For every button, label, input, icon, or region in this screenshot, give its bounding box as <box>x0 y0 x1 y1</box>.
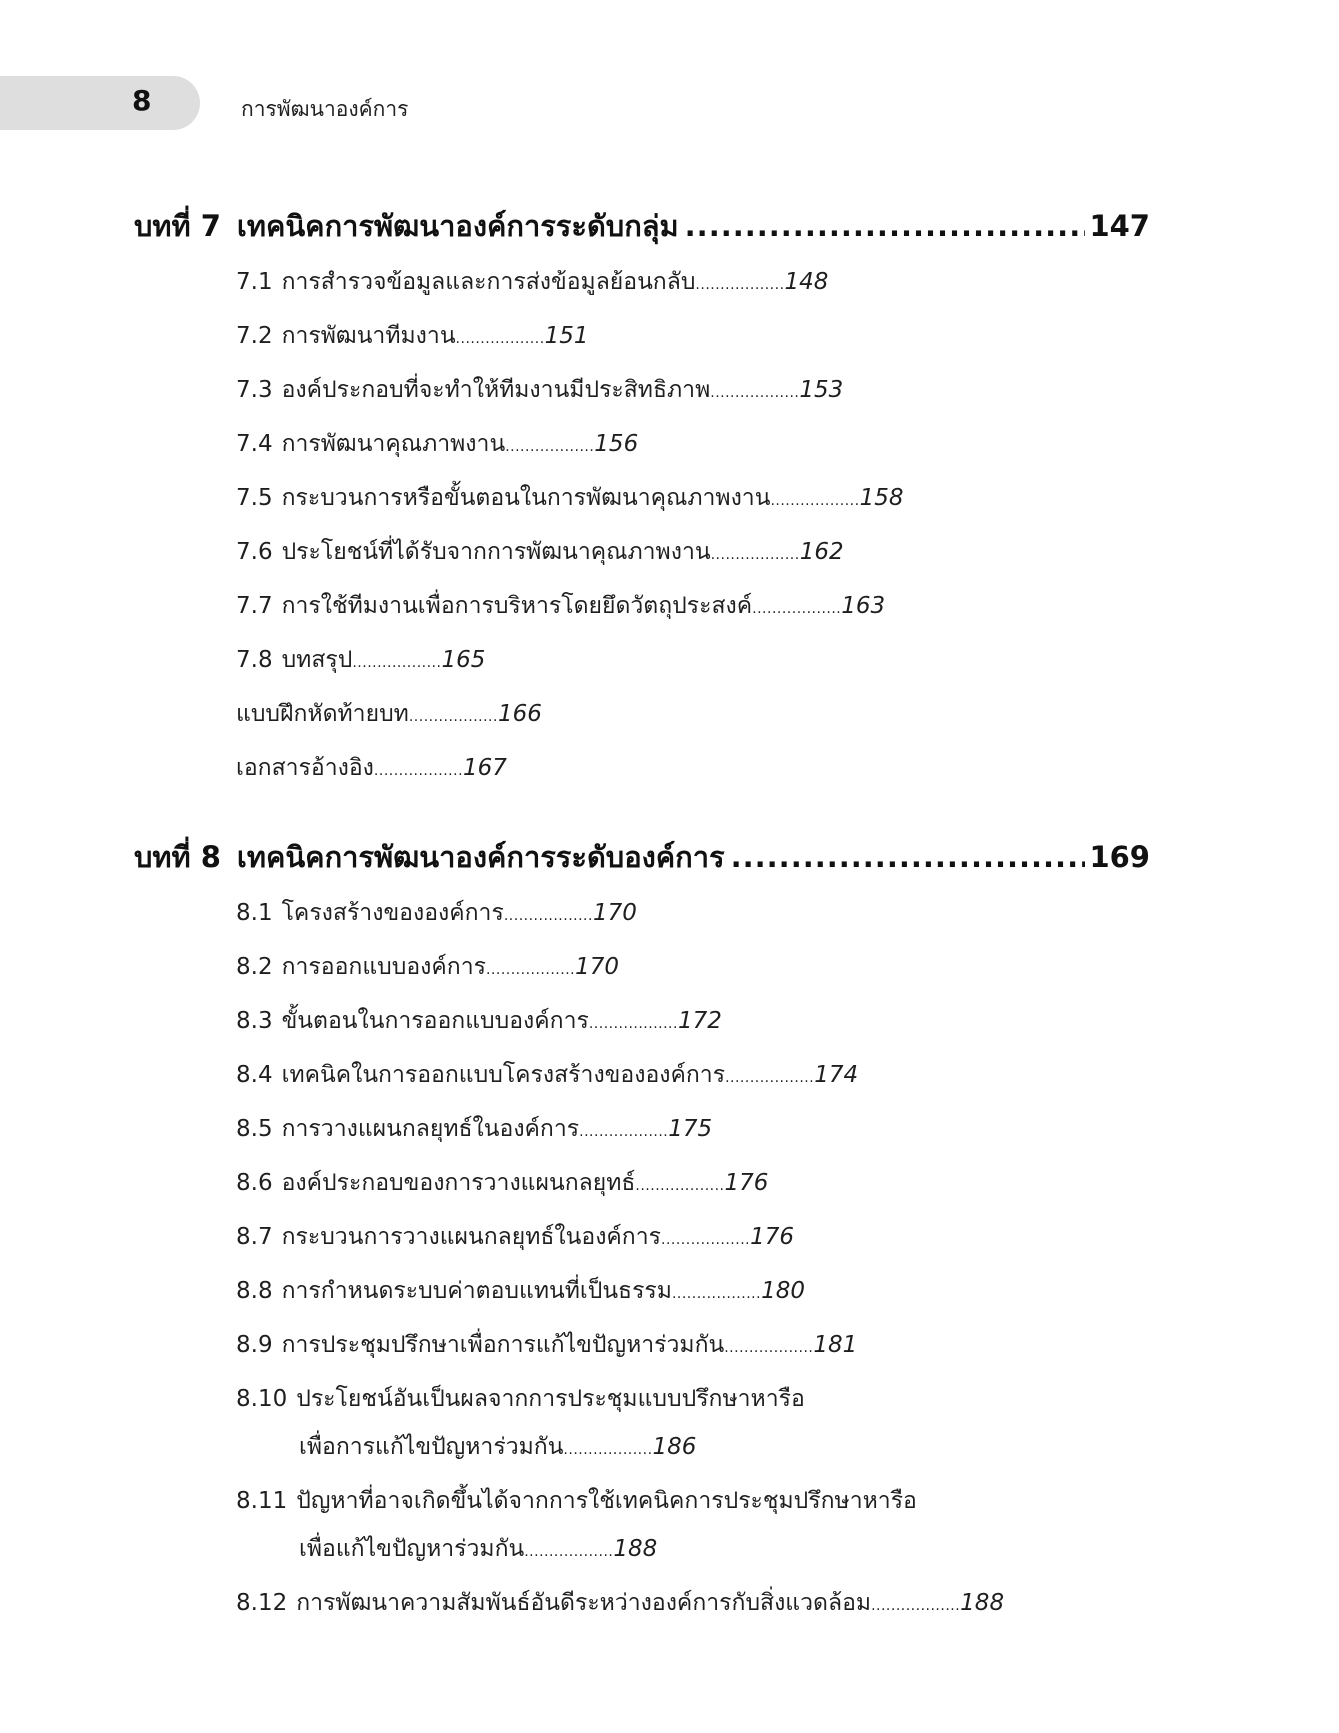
dot-leader <box>711 547 800 563</box>
toc-entry-8-5 <box>236 1111 712 1147</box>
entry-number: 8.6 <box>236 1170 273 1196</box>
toc-entry-8-10 <box>236 1381 805 1417</box>
entry-title: ขั้นตอนในการออกแบบองค์การ <box>281 1008 589 1034</box>
dot-leader <box>505 439 594 455</box>
dot-leader <box>661 1232 750 1248</box>
entry-title: ประโยชน์อันเป็นผลจากการประชุมแบบปรึกษาหารือ <box>296 1386 805 1412</box>
entry-page-number: 172 <box>677 1008 722 1034</box>
toc-entry-7-5 <box>236 480 903 516</box>
entry-title-continued: เพื่อแก้ไขปัญหาร่วมกัน <box>299 1536 525 1562</box>
dot-leader <box>635 1178 724 1194</box>
toc-entry-7-7 <box>236 588 885 624</box>
entry-number: 8.3 <box>236 1008 273 1034</box>
entry-page-number: 156 <box>594 431 639 457</box>
dot-leader <box>486 962 575 978</box>
dot-leader <box>579 1124 668 1140</box>
dot-leader <box>685 209 1086 243</box>
dot-leader <box>871 1598 960 1614</box>
entry-page-number: 165 <box>441 647 486 673</box>
entry-page-number: 163 <box>841 593 886 619</box>
toc-entry-8-7 <box>236 1219 794 1255</box>
toc-entry-8-12 <box>236 1585 1004 1621</box>
entry-number: 8.9 <box>236 1332 273 1358</box>
entry-number: 7.4 <box>236 431 273 457</box>
entry-number: 8.2 <box>236 954 273 980</box>
dot-leader <box>504 908 593 924</box>
toc-entry-7-2 <box>236 318 589 354</box>
entry-page-number: 186 <box>652 1434 697 1460</box>
dot-leader <box>456 331 545 347</box>
entry-title: กระบวนการหรือขั้นตอนในการพัฒนาคุณภาพงาน <box>281 485 771 511</box>
toc-entry-8-4 <box>236 1057 858 1093</box>
dot-leader <box>725 1070 814 1086</box>
entry-title-continued: เพื่อการแก้ไขปัญหาร่วมกัน <box>299 1434 564 1460</box>
entry-title: การประชุมปรึกษาเพื่อการแก้ไขปัญหาร่วมกัน <box>281 1332 725 1358</box>
entry-page-number: 158 <box>859 485 904 511</box>
entry-number: 8.5 <box>236 1116 273 1142</box>
entry-number: 8.7 <box>236 1224 273 1250</box>
entry-title: การกำหนดระบบค่าตอบแทนที่เป็นธรรม <box>281 1278 672 1304</box>
entry-number: 7.6 <box>236 539 273 565</box>
entry-title: กระบวนการวางแผนกลยุทธ์ในองค์การ <box>281 1224 661 1250</box>
dot-leader <box>770 493 859 509</box>
entry-number: 8.8 <box>236 1278 273 1304</box>
entry-title: การออกแบบองค์การ <box>281 954 486 980</box>
chapter-title: เทคนิคการพัฒนาองค์การระดับกลุ่ม <box>236 209 679 243</box>
chapter-title: เทคนิคการพัฒนาองค์การระดับองค์การ <box>236 840 725 874</box>
entry-title: การใช้ทีมงานเพื่อการบริหารโดยยึดวัตถุประสงค์ <box>281 593 753 619</box>
entry-page-number: 188 <box>613 1536 658 1562</box>
entry-page-number: 148 <box>784 269 829 295</box>
dot-leader <box>524 1544 613 1560</box>
entry-number: 8.12 <box>236 1590 288 1616</box>
entry-number: 8.10 <box>236 1386 288 1412</box>
entry-number: 7.3 <box>236 377 273 403</box>
dot-leader <box>710 385 799 401</box>
entry-page-number: 181 <box>813 1332 858 1358</box>
toc-entry-7-6 <box>236 534 844 570</box>
entry-title: ประโยชน์ที่ได้รับจากการพัฒนาคุณภาพงาน <box>281 539 711 565</box>
toc-entry-8-3 <box>236 1003 722 1039</box>
toc-entry-8-11-continued <box>299 1531 657 1567</box>
dot-leader <box>695 277 784 293</box>
toc-entry-7-8 <box>236 642 485 678</box>
entry-title: แบบฝึกหัดท้ายบท <box>236 701 409 727</box>
running-title: การพัฒนาองค์การ <box>241 97 409 121</box>
entry-title: การพัฒนาความสัมพันธ์อันดีระหว่างองค์การกับสิ่งแวดล้อม <box>296 1590 872 1616</box>
entry-title: การพัฒนาคุณภาพงาน <box>281 431 506 457</box>
dot-leader <box>752 601 841 617</box>
page-number-tab <box>0 76 200 130</box>
entry-number: 8.1 <box>236 900 273 926</box>
entry-number: 7.8 <box>236 647 273 673</box>
toc-entry-8-9 <box>236 1327 857 1363</box>
entry-number: 7.5 <box>236 485 273 511</box>
entry-page-number: 176 <box>724 1170 769 1196</box>
entry-page-number: 153 <box>799 377 844 403</box>
entry-title: เทคนิคในการออกแบบโครงสร้างขององค์การ <box>281 1062 726 1088</box>
entry-title: บทสรุป <box>281 647 353 673</box>
dot-leader <box>409 709 498 725</box>
chapter-label: บทที่ 7 <box>134 209 221 243</box>
chapter-7-heading <box>134 203 1150 249</box>
dot-leader <box>589 1016 678 1032</box>
entry-number: 7.2 <box>236 323 273 349</box>
entry-page-number: 175 <box>668 1116 713 1142</box>
toc-entry-8-10-continued <box>299 1429 696 1465</box>
entry-title: องค์ประกอบของการวางแผนกลยุทธ์ <box>281 1170 636 1196</box>
dot-leader <box>374 763 463 779</box>
chapter-label: บทที่ 8 <box>134 840 221 874</box>
chapter-page-number: 169 <box>1089 840 1150 874</box>
toc-entry-7-3 <box>236 372 843 408</box>
entry-page-number: 170 <box>575 954 619 980</box>
entry-page-number: 151 <box>544 323 589 349</box>
dot-leader <box>672 1286 761 1302</box>
dot-leader <box>563 1442 652 1458</box>
toc-entry-8-11 <box>236 1483 917 1519</box>
page-number: 8 <box>132 84 152 117</box>
toc-entry-8-1 <box>236 895 637 931</box>
chapter-page-number: 147 <box>1089 209 1150 243</box>
chapter-8-heading <box>134 834 1150 880</box>
entry-title: การพัฒนาทีมงาน <box>281 323 456 349</box>
entry-page-number: 170 <box>592 900 637 926</box>
entry-page-number: 188 <box>960 1590 1005 1616</box>
toc-entry-8-8 <box>236 1273 805 1309</box>
entry-page-number: 162 <box>799 539 844 565</box>
toc-entry-7-4 <box>236 426 638 462</box>
entry-title: การวางแผนกลยุทธ์ในองค์การ <box>281 1116 580 1142</box>
dot-leader <box>724 1340 813 1356</box>
toc-entry-8-6 <box>236 1165 768 1201</box>
entry-title: การสำรวจข้อมูลและการส่งข้อมูลย้อนกลับ <box>281 269 696 295</box>
entry-number: 8.11 <box>236 1488 288 1514</box>
entry-page-number: 174 <box>814 1062 859 1088</box>
entry-page-number: 167 <box>463 755 507 781</box>
entry-title: เอกสารอ้างอิง <box>236 755 374 781</box>
toc-entry-references <box>236 750 507 786</box>
entry-title: โครงสร้างขององค์การ <box>281 900 504 926</box>
entry-page-number: 180 <box>761 1278 805 1304</box>
entry-title: องค์ประกอบที่จะทำให้ทีมงานมีประสิทธิภาพ <box>281 377 711 403</box>
entry-page-number: 166 <box>497 701 542 727</box>
entry-title: ปัญหาที่อาจเกิดขึ้นได้จากการใช้เทคนิคการประชุมปรึกษาหารือ <box>296 1488 917 1514</box>
toc-entry-7-1 <box>236 264 828 300</box>
entry-number: 8.4 <box>236 1062 273 1088</box>
entry-number: 7.1 <box>236 269 273 295</box>
toc-entry-exercises <box>236 696 542 732</box>
toc-entry-8-2 <box>236 949 619 985</box>
entry-page-number: 176 <box>750 1224 795 1250</box>
entry-number: 7.7 <box>236 593 273 619</box>
dot-leader <box>352 655 441 671</box>
dot-leader <box>731 840 1086 874</box>
